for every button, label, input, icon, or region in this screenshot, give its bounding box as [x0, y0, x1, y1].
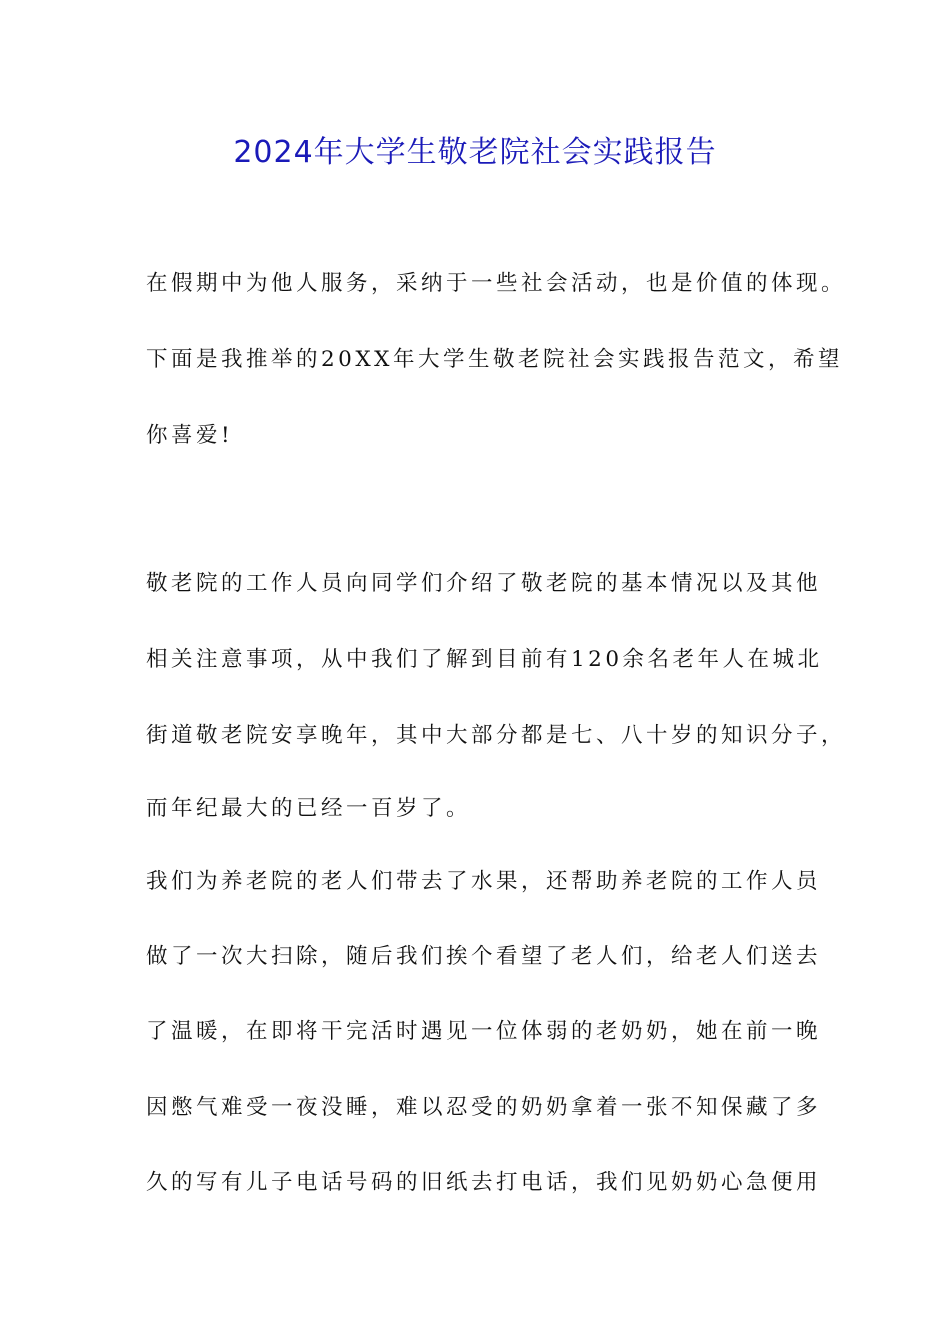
paragraph-1-line-2: 下面是我推举的20XX年大学生敬老院社会实践报告范文，希望 — [146, 347, 843, 372]
paragraph-2-line-2: 相关注意事项，从中我们了解到目前有120余名老年人在城北 — [146, 647, 823, 672]
paragraph-2-line-1: 敬老院的工作人员向同学们介绍了敬老院的基本情况以及其他 — [146, 571, 822, 596]
paragraph-2-line-4: 而年纪最大的已经一百岁了。 — [146, 796, 472, 821]
paragraph-2-line-3: 街道敬老院安享晚年，其中大部分都是七、八十岁的知识分子， — [146, 723, 847, 748]
paragraph-3-line-4: 因憋气难受一夜没睡，难以忍受的奶奶拿着一张不知保藏了多 — [146, 1095, 822, 1120]
paragraph-3-line-3: 了温暖，在即将干完活时遇见一位体弱的老奶奶，她在前一晚 — [146, 1019, 822, 1044]
paragraph-3-line-1: 我们为养老院的老人们带去了水果，还帮助养老院的工作人员 — [146, 869, 822, 894]
paragraph-3-line-2: 做了一次大扫除，随后我们挨个看望了老人们，给老人们送去 — [146, 944, 822, 969]
paragraph-1-line-3: 你喜爱! — [146, 423, 234, 448]
document-title: 2024年大学生敬老院社会实践报告 — [233, 135, 717, 170]
paragraph-3-line-5: 久的写有儿子电话号码的旧纸去打电话，我们见奶奶心急便用 — [146, 1170, 822, 1195]
paragraph-1-line-1: 在假期中为他人服务，采纳于一些社会活动，也是价值的体现。 — [146, 271, 847, 296]
